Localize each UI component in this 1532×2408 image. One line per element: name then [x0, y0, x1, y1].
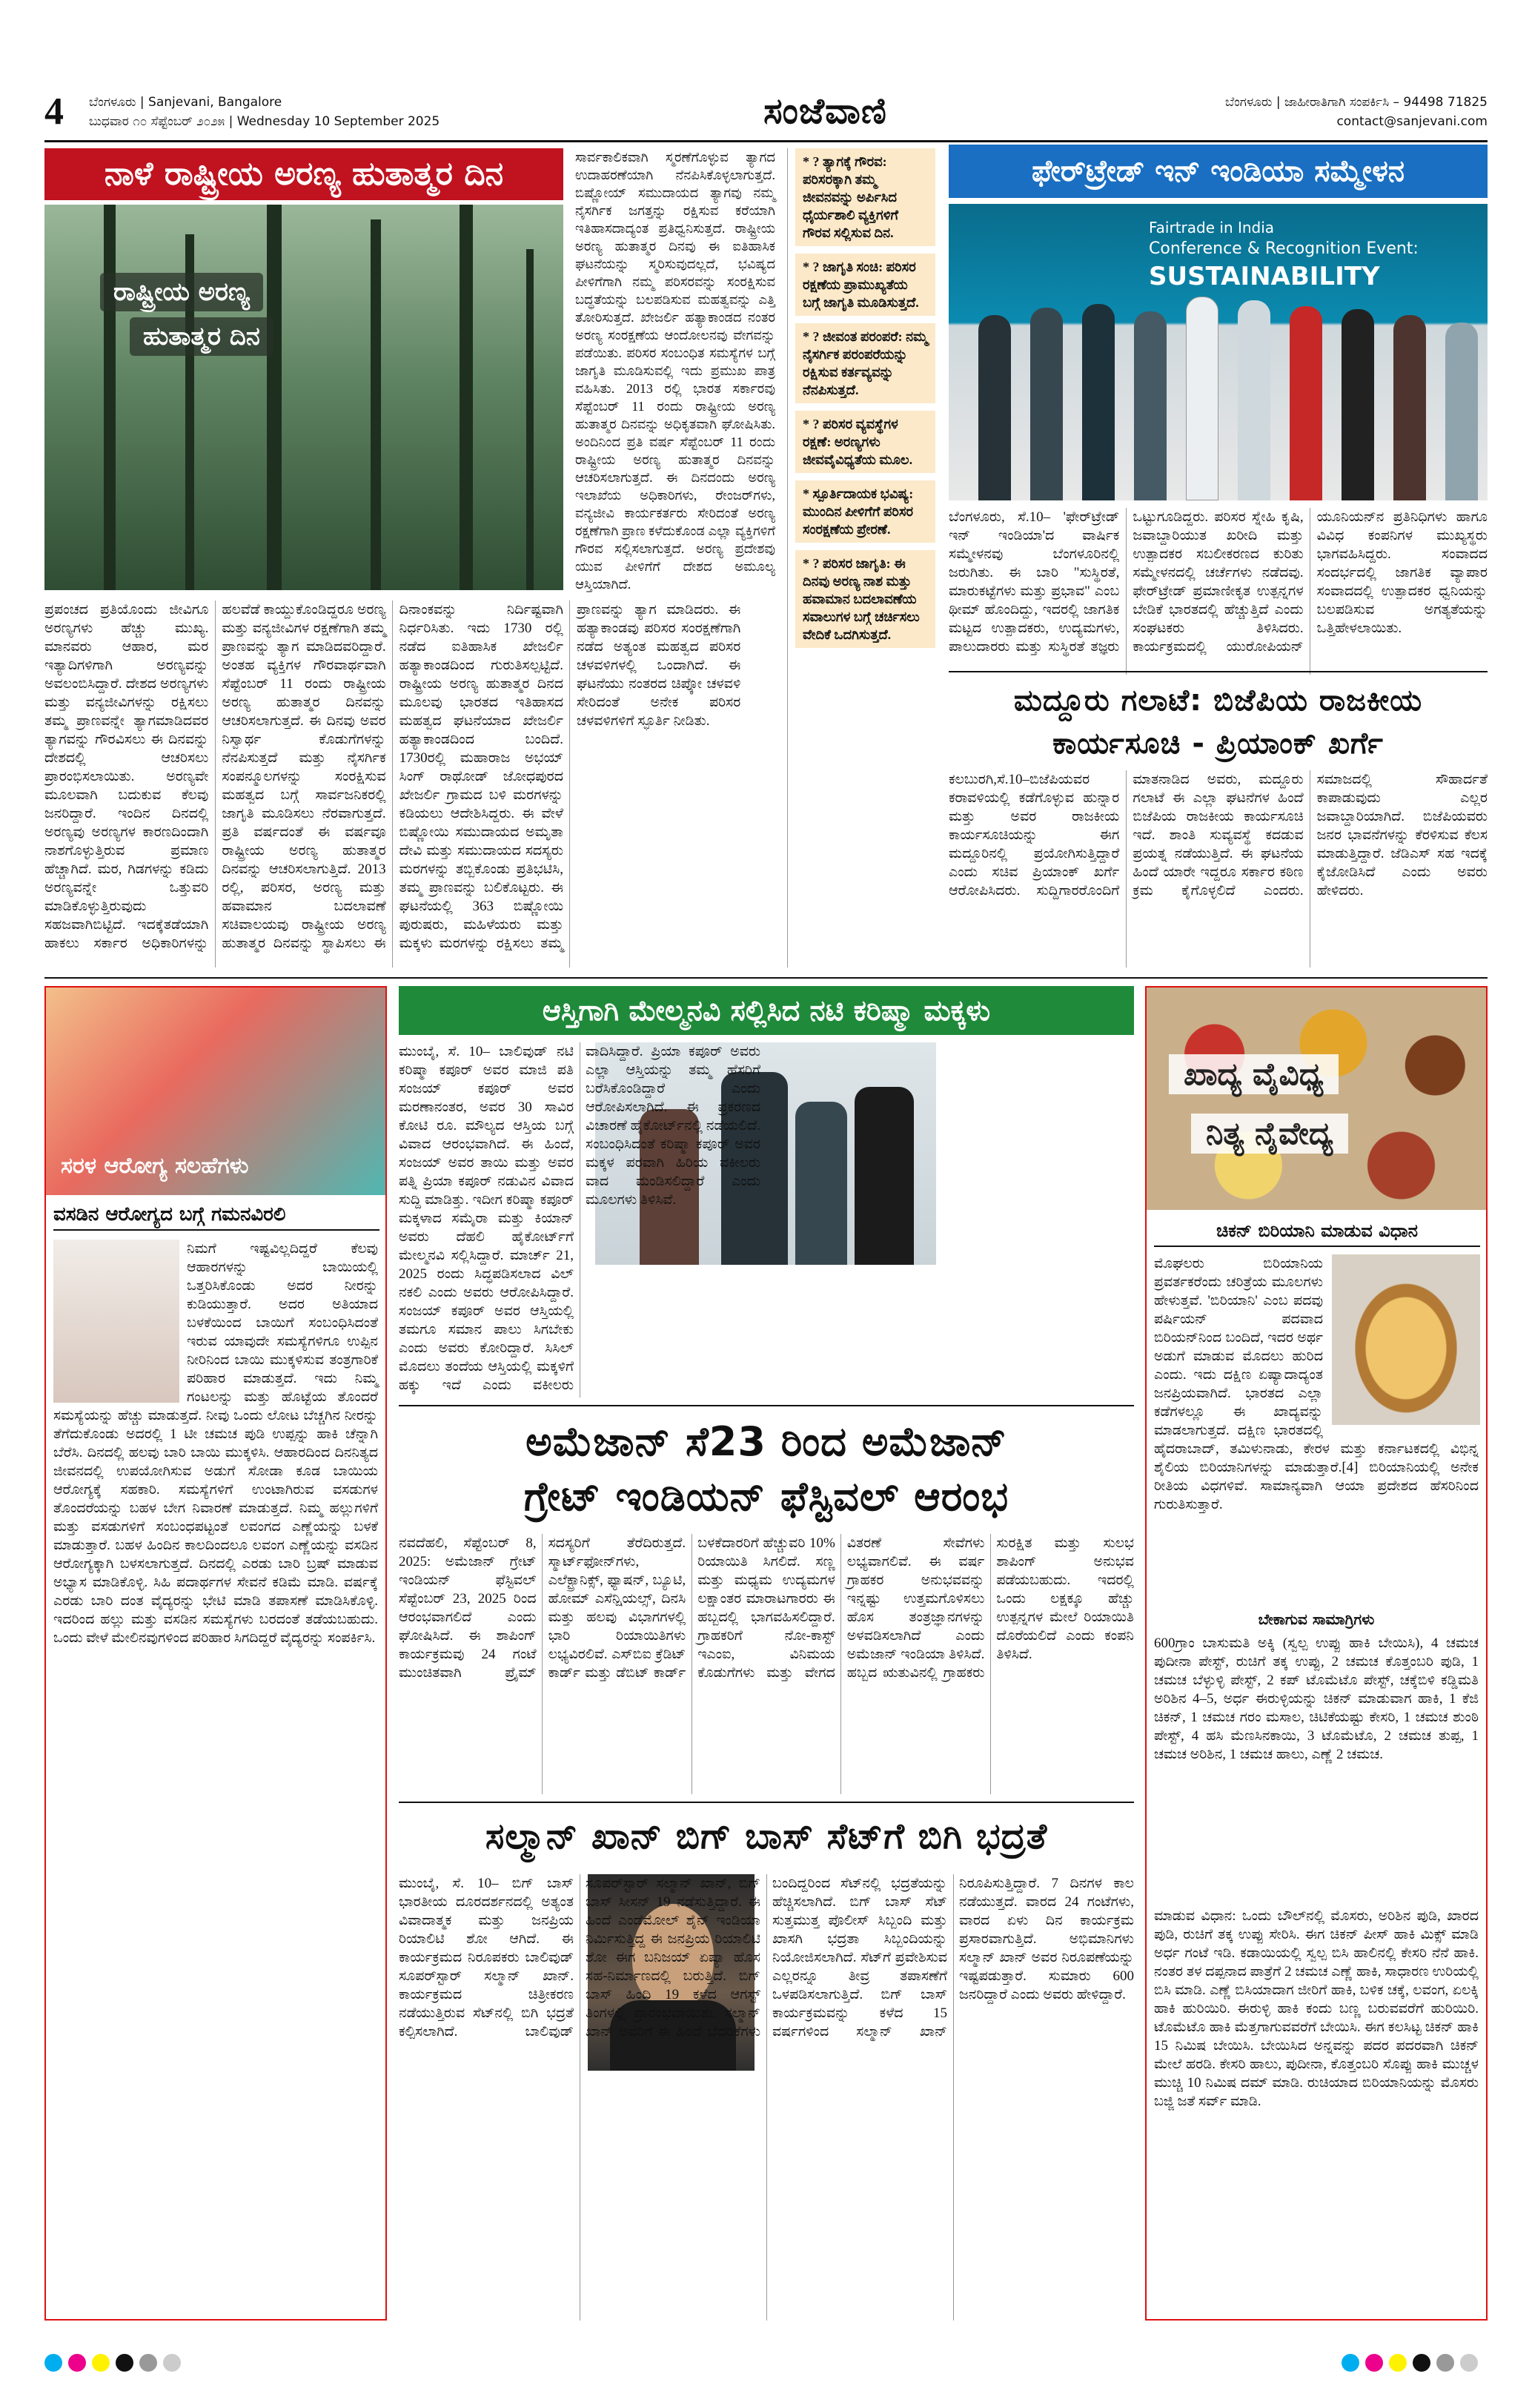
forest-bullet: * ? ಪರಿಸರ ಜಾಗೃತಿ: ಈ ದಿನವು ಅರಣ್ಯ ನಾಶ ಮತ್ತು ಹವಾಮಾನ ಬದಲಾವಣೆಯ ಸವಾಲುಗಳ ಬಗ್ಗೆ ಚರ್ಚಿಸಲು ವೇದಿಕೆ ಒದಗಿಸುತ್ತದೆ.: [795, 550, 935, 648]
fairtrade-article: [949, 145, 1488, 675]
recipe-ingredients-heading: ಬೇಕಾಗುವ ಸಾಮಾಗ್ರಿಗಳು: [1258, 1610, 1375, 1628]
forest-body-1: ಪ್ರಪಂಚದ ಪ್ರತಿಯೊಂದು ಜೀವಿಗೂ ಅರಣ್ಯಗಳು ಹೆಚ್ಚು ಮುಖ್ಯ. ಮಾನವರು ಆಹಾರ, ಮರ ಇತ್ಯಾದಿಗಳಿಗಾಗಿ ಅರಣ್ಯವನ್ನು ಅವಲಂಬಿಸಿದ್ದಾರೆ. ದೇಶದ ಅರಣ್ಯಗಳು ಮತ್ತು ವನ್ಯಜೀವಿಗಳನ್ನು ರಕ್ಷಿಸಲು ತಮ್ಮ ಪ್ರಾಣವನ್ನೇ ತ್ಯಾಗಮಾಡಿದವರ ತ್ಯಾಗವನ್ನು ಗೌರವಿಸಲು ಈ ದಿನವನ್ನು ದೇಶದಲ್ಲಿ ಆಚರಿಸಲು ಪ್ರಾರಂಭಿಸಲಾಯಿತು. ಅರಣ್ಯವೇ ಮೂಲವಾಗಿ ಬದುಕುವ ಕೆಲವು ಜನರಿದ್ದಾರೆ. ಇಂದಿನ ದಿನದಲ್ಲಿ ಅರಣ್ಯವು ಅರಣ್ಯಗಳ ಕಾರಣದಿಂದಾಗಿ ನಾಶಗೊಳ್ಳುತ್ತಿರುವ ಪ್ರಮಾಣ ಹೆಚ್ಚಾಗಿದೆ. ಮರ, ಗಿಡಗಳನ್ನು ಕಡಿದು ಅರಣ್ಯವನ್ನೇ ಒತ್ತುವರಿ ಮಾಡಿಕೊಳ್ಳುತ್ತಿರುವುದು ಸಹಜವಾಗಿಬಿಟ್ಟಿದೆ. ಇದಕ್ಕೆತಡೆಯಾಗಿ ಹಾಕಲು ಸರ್ಕಾರ ಅಧಿಕಾರಿಗಳನ್ನು ಹಲವೆಡೆ ಕಾಯ್ದುಕೊಂಡಿದ್ದರೂ ಅರಣ್ಯ ಮತ್ತು ವನ್ಯಜೀವಿಗಳ ರಕ್ಷಣೆಗಾಗಿ ತಮ್ಮ ಪ್ರಾಣವನ್ನು ತ್ಯಾಗ ಮಾಡಿದವರಿದ್ದಾರೆ. ಅಂತಹ ವ್ಯಕ್ತಿಗಳ ಗೌರವಾರ್ಥವಾಗಿ ಸೆಪ್ಟೆಂಬರ್ 11 ರಂದು ರಾಷ್ಟ್ರೀಯ ಅರಣ್ಯ ಹುತಾತ್ಮರ ದಿನವನ್ನು ಆಚರಿಸಲಾಗುತ್ತದೆ. ಈ ದಿನವು ಅವರ ನಿಸ್ವಾರ್ಥ ಕೊಡುಗೆಗಳನ್ನು ನೆನಪಿಸುತ್ತದೆ ಮತ್ತು ನೈಸರ್ಗಿಕ ಸಂಪನ್ಮೂಲಗಳನ್ನು ಸಂರಕ್ಷಿಸುವ ಮಹತ್ವದ ಬಗ್ಗೆ ಸಾರ್ವಜನಿಕರಲ್ಲಿ ಜಾಗೃತಿ ಮೂಡಿಸಲು ನೆರವಾಗುತ್ತದೆ. ಪ್ರತಿ ವರ್ಷದಂತೆ ಈ ವರ್ಷವೂ ರಾಷ್ಟ್ರೀಯ ಅರಣ್ಯ ಹುತಾತ್ಮರ ದಿನವನ್ನು ಆಚರಿಸಲಾಗುತ್ತಿದೆ. 2013 ರಲ್ಲಿ, ಪರಿಸರ, ಅರಣ್ಯ ಮತ್ತು ಹವಾಮಾನ ಬದಲಾವಣೆ ಸಚಿವಾಲಯವು ರಾಷ್ಟ್ರೀಯ ಅರಣ್ಯ ಹುತಾತ್ಮರ ದಿನವನ್ನು ಸ್ಥಾಪಿಸಲು ಈ ದಿನಾಂಕವನ್ನು ನಿರ್ದಿಷ್ಟವಾಗಿ ನಿರ್ಧರಿಸಿತು. ಇದು 1730 ರಲ್ಲಿ ನಡೆದ ಐತಿಹಾಸಿಕ ಖೇಜರ್ಲಿ ಹತ್ಯಾಕಾಂಡದಿಂದ ಗುರುತಿಸಲ್ಪಟ್ಟಿದೆ. ರಾಷ್ಟ್ರೀಯ ಅರಣ್ಯ ಹುತಾತ್ಮರ ದಿನದ ಮೂಲವು ಭಾರತದ ಇತಿಹಾಸದ ಮಹತ್ವದ ಘಟನೆಯಾದ ಖೇಜರ್ಲಿ ಹತ್ಯಾಕಾಂಡದಿಂದ ಬಂದಿದೆ. 1730ರಲ್ಲಿ ಮಹಾರಾಜ ಅಭಯ್ ಸಿಂಗ್ ರಾಥೋಡ್ ಜೋಧಪುರದ ಖೇಜರ್ಲಿ ಗ್ರಾಮದ ಬಳಿ ಮರಗಳನ್ನು ಕಡಿಯಲು ಆದೇಶಿಸಿದ್ದರು. ಈ ವೇಳೆ ಬಿಷ್ಣೋಯಿ ಸಮುದಾಯದ ಅಮೃತಾ ದೇವಿ ಮತ್ತು ಸಮುದಾಯದ ಸದಸ್ಯರು ಮರಗಳನ್ನು ತಬ್ಬಿಕೊಂಡು ಪ್ರತಿಭಟಿಸಿ, ತಮ್ಮ ಪ್ರಾಣವನ್ನು ಬಲಿಕೊಟ್ಟರು. ಈ ಘಟನೆಯಲ್ಲಿ 363 ಬಿಷ್ಣೋಯಿ ಪುರುಷರು, ಮಹಿಳೆಯರು ಮತ್ತು ಮಕ್ಕಳು ಮರಗಳನ್ನು ರಕ್ಷಿಸಲು ತಮ್ಮ ಪ್ರಾಣವನ್ನು ತ್ಯಾಗ ಮಾಡಿದರು. ಈ ಹತ್ಯಾಕಾಂಡವು ಪರಿಸರ ಸಂರಕ್ಷಣೆಗಾಗಿ ನಡೆದ ಅತ್ಯಂತ ಮಹತ್ವದ ಪರಿಸರ ಚಳವಳಿಗಳಲ್ಲಿ ಒಂದಾಗಿದೆ. ಈ ಘಟನೆಯು ನಂತರದ ಚಿಪ್ಕೋ ಚಳವಳಿ ಸೇರಿದಂತೆ ಅನೇಕ ಪರಿಸರ ಚಳವಳಿಗಳಿಗೆ ಸ್ಫೂರ್ತಿ ನೀಡಿತು.: [44, 602, 741, 951]
forest-image-label-1: ರಾಷ್ಟ್ರೀಯ ಅರಣ್ಯ: [100, 273, 263, 311]
fairtrade-body: ಬೆಂಗಳೂರು, ಸೆ.10– 'ಫೇರ್‌ಟ್ರೇಡ್ ಇನ್ ಇಂಡಿಯಾ'ದ ವಾರ್ಷಿಕ ಸಮ್ಮೇಳನವು ಬೆಂಗಳೂರಿನಲ್ಲಿ ಜರುಗಿತು. ಈ ಬಾರಿ "ಸುಸ್ಥಿರತೆ, ಮಾರುಕಟ್ಟೆಗಳು ಮತ್ತು ಪ್ರಭಾವ" ಎಂಬ ಥೀಮ್ ಹೊಂದಿದ್ದು, ಇದರಲ್ಲಿ ಜಾಗತಿಕ ಮಟ್ಟದ ಉತ್ಪಾದಕರು, ಉದ್ಯಮಗಳು, ಪಾಲುದಾರರು ಮತ್ತು ಸುಸ್ಥಿರತೆ ತಜ್ಞರು ಒಟ್ಟುಗೂಡಿದ್ದರು. ಪರಿಸರ ಸ್ನೇಹಿ ಕೃಷಿ, ಜವಾಬ್ದಾರಿಯುತ ಖರೀದಿ ಮತ್ತು ಉತ್ಪಾದಕರ ಸಬಲೀಕರಣದ ಕುರಿತು ಸಮ್ಮೇಳನದಲ್ಲಿ ಚರ್ಚೆಗಳು ನಡೆದವು. ಫೇರ್‌ಟ್ರೇಡ್ ಪ್ರಮಾಣೀಕೃತ ಉತ್ಪನ್ನಗಳ ಬೇಡಿಕೆ ಭಾರತದಲ್ಲಿ ಹೆಚ್ಚುತ್ತಿದೆ ಎಂದು ಸಂಘಟಕರು ತಿಳಿಸಿದರು. ಕಾರ್ಯಕ್ರಮದಲ್ಲಿ ಯುರೋಪಿಯನ್ ಯೂನಿಯನ್‌ನ ಪ್ರತಿನಿಧಿಗಳು ಹಾಗೂ ವಿವಿಧ ಕಂಪನಿಗಳ ಮುಖ್ಯಸ್ಥರು ಭಾಗವಹಿಸಿದ್ದರು. ಸಂವಾದದ ಸಂದರ್ಭದಲ್ಲಿ ಜಾಗತಿಕ ವ್ಯಾಪಾರ ಸಂವಾದದಲ್ಲಿ ಉತ್ಪಾದಕರ ಧ್ವನಿಯನ್ನು ಬಲಪಡಿಸುವ ಅಗತ್ಯತೆಯನ್ನು ಒತ್ತಿಹೇಳಲಾಯಿತು.: [949, 509, 1488, 655]
recipe-title: ಚಿಕನ್ ಬಿರಿಯಾನಿ ಮಾಡುವ ವಿಧಾನ: [1154, 1216, 1480, 1247]
forest-image-label-2: ಹುತಾತ್ಮರ ದಿನ: [130, 317, 273, 356]
recipe-ingredients: 600ಗ್ರಾಂ ಬಾಸುಮತಿ ಅಕ್ಕಿ (ಸ್ವಲ್ಪ ಉಪ್ಪು ಹಾಕಿ ಬೇಯಿಸಿ), 4 ಚಮಚ ಪುದೀನಾ ಪೇಸ್ಟ್, ರುಚಿಗೆ ತಕ್ಕ ಉಪ್ಪು, 2 ಚಮಚ ಕೊತ್ತಂಬರಿ ಪುಡಿ, 1 ಚಮಚ ಬೆಳ್ಳುಳ್ಳಿ ಪೇಸ್ಟ್, 2 ಕಪ್ ಟೊಮೆಟೊ ಪೇಸ್ಟ್, ಚಕ್ಕೆಬಿಳಿ ಕಡ್ಡಿಮತಿ ಅರಿಶಿನ 4–5, ಅರ್ಧ ಈರುಳ್ಳಿಯನ್ನು ಚಿಕನ್ ಮಾಡುವಾಗ ಹಾಕಿ, 1 ಕೆಜಿ ಚಿಕನ್, 1 ಚಮಚ ಗರಂ ಮಸಾಲ, ಚಿಟಿಕೆಯಷ್ಟು ಕೇಸರಿ, 1 ಚಮಚ ಶುಂಠಿ ಪೇಸ್ಟ್, 4 ಹಸಿ ಮೆಣಸಿನಕಾಯಿ, 3 ಟೊಮೆಟೊ, 2 ಚಮಚ ತುಪ್ಪ, 1 ಚಮಚ ಅರಿಶಿನ, 1 ಚಮಚ ಹಾಲು, ಎಣ್ಣೆ 2 ಚಮಚ.: [1154, 1635, 1479, 1762]
karisma-headline: ಆಸ್ತಿಗಾಗಿ ಮೇಲ್ಮನವಿ ಸಲ್ಲಿಸಿದ ನಟಿ ಕರಿಷ್ಮಾ ಮಕ್ಕಳು: [399, 986, 1134, 1035]
masthead: [44, 83, 1488, 142]
masthead-date-en: Wednesday 10 September 2025: [236, 113, 440, 129]
masthead-date-kn: ಬುಧವಾರ ೧೦ ಸೆಪ್ಟೆಂಬರ್ ೨೦೨೫: [89, 113, 225, 129]
forest-bullet: * ? ಪರಿಸರ ವ್ಯವಸ್ಥೆಗಳ ರಕ್ಷಣೆ: ಅರಣ್ಯಗಳು ಜೀವವೈವಿಧ್ಯತೆಯ ಮೂಲ.: [795, 411, 935, 473]
masthead-left: ಬೆಂಗಳೂರು | Sanjevani, Bangalore ಬುಧವಾರ ೧೦ ಸೆಪ್ಟೆಂಬರ್ ೨೦೨೫ | Wednesday 10 September 2025: [89, 94, 440, 129]
maddur-body: ಕಲಬುರಗಿ,ಸೆ.10–ಬಿಜೆಪಿಯವರ ಕರಾವಳಿಯಲ್ಲಿ ಕಡೆಗೊಳ್ಳುವ ಹುನ್ನಾರ ಮತ್ತು ಅವರ ರಾಜಕೀಯ ಕಾರ್ಯಸೂಚಿಯನ್ನು ಈಗ ಮದ್ದೂರಿನಲ್ಲಿ ಪ್ರಯೋಗಿಸುತ್ತಿದ್ದಾರೆ ಎಂದು ಸಚಿವ ಪ್ರಿಯಾಂಕ್ ಖರ್ಗೆ ಆರೋಪಿಸಿದರು. ಸುದ್ದಿಗಾರರೊಂದಿಗೆ ಮಾತನಾಡಿದ ಅವರು, ಮದ್ದೂರು ಗಲಾಟೆ ಈ ಎಲ್ಲಾ ಘಟನೆಗಳ ಹಿಂದೆ ಬಿಜೆಪಿಯ ರಾಜಕೀಯ ಕಾರ್ಯಸೂಚಿ ಇದೆ. ಶಾಂತಿ ಸುವ್ಯವಸ್ಥೆ ಕದಡುವ ಪ್ರಯತ್ನ ನಡೆಯುತ್ತಿದೆ. ಈ ಘಟನೆಯ ಹಿಂದೆ ಯಾರೇ ಇದ್ದರೂ ಸರ್ಕಾರ ಕಠಿಣ ಕ್ರಮ ಕೈಗೊಳ್ಳಲಿದೆ ಎಂದರು. ಸಮಾಜದಲ್ಲಿ ಸೌಹಾರ್ದತೆ ಕಾಪಾಡುವುದು ಎಲ್ಲರ ಜವಾಬ್ದಾರಿಯಾಗಿದೆ. ಬಿಜೆಪಿಯವರು ಜನರ ಭಾವನೆಗಳನ್ನು ಕೆರಳಿಸುವ ಕೆಲಸ ಮಾಡುತ್ತಿದ್ದಾರೆ. ಜೆಡಿಎಸ್ ಸಹ ಇದಕ್ಕೆ ಕೈಜೋಡಿಸಿದೆ ಎಂದು ಅವರು ಹೇಳಿದರು.: [949, 772, 1488, 899]
forest-bullets: [787, 148, 935, 968]
fairtrade-banner-1: Fairtrade in India: [1149, 219, 1275, 236]
health-body: ನಿಮಗೆ ಇಷ್ಟವಿಲ್ಲದಿದ್ದರೆ ಕೆಲವು ಆಹಾರಗಳನ್ನು ಬಾಯಿಯಲ್ಲಿ ಒತ್ತರಿಸಿಕೊಂಡು ಅದರ ನೀರನ್ನು ಕುಡಿಯುತ್ತಾರೆ. ಅದರ ಅತಿಯಾದ ಬಳಕೆಯಿಂದ ಬಾಯಿಗೆ ಸಂಬಂಧಿಸಿದಂತೆ ಇರುವ ಯಾವುದೇ ಸಮಸ್ಯೆಗಳಿಗೂ ಉಪ್ಪಿನ ನೀರಿನಿಂದ ಬಾಯಿ ಮುಕ್ಕಳಿಸುವ ತಂತ್ರಗಾರಿಕೆ ಪರಿಹಾರ ಮಾಡುತ್ತದೆ. ಇದು ನಿಮ್ಮ ಗಂಟಲನ್ನು ಮತ್ತು ಹೊಟ್ಟೆಯ ತೊಂದರೆ ಸಮಸ್ಯೆಯನ್ನು ಹೆಚ್ಚು ಮಾಡುತ್ತದೆ. ನೀವು ಒಂದು ಲೋಟ ಬೆಚ್ಚಗಿನ ನೀರನ್ನು ತೆಗೆದುಕೊಂಡು ಅದರಲ್ಲಿ 1 ಟೀ ಚಮಚ ಪುಡಿ ಉಪ್ಪನ್ನು ಹಾಕಿ ಚೆನ್ನಾಗಿ ಬೆರೆಸಿ. ದಿನದಲ್ಲಿ ಹಲವು ಬಾರಿ ಬಾಯಿ ಮುಕ್ಕಳಿಸಿ. ಆಹಾರದಿಂದ ದಿನನಿತ್ಯದ ಜೀವನದಲ್ಲಿ ಉಪಯೋಗಿಸುವ ಅಡುಗೆ ಸೋಡಾ ಕೂಡ ಬಾಯಿಯ ಆರೋಗ್ಯಕ್ಕೆ ಸಹಕಾರಿ. ಸಮಸ್ಯೆಗಳಿಗೆ ಉಂಟಾಗಿರುವ ವಸಡುಗಳ ತೊಂದರೆಯನ್ನು ಬಹಳ ಬೇಗ ನಿವಾರಣೆ ಮಾಡುತ್ತದೆ. ನಿಮ್ಮ ಹಲ್ಲುಗಳಿಗೆ ಮತ್ತು ವಸಡುಗಳಿಗೆ ಸಂಬಂಧಪಟ್ಟಂತೆ ಲವಂಗದ ಎಣ್ಣೆಯನ್ನು ಬಳಕೆ ಮಾಡುತ್ತಾರೆ. ಬಹಳ ಹಿಂದಿನ ಕಾಲದಿಂದಲೂ ಲವಂಗ ಎಣ್ಣೆಯನ್ನು ವಸಡಿನ ಆರೋಗ್ಯಕ್ಕಾಗಿ ಬಳಸಲಾಗುತ್ತದೆ. ದಿನದಲ್ಲಿ ಎರಡು ಬಾರಿ ಬ್ರಷ್ ಮಾಡುವ ಅಭ್ಯಾಸ ಮಾಡಿಕೊಳ್ಳಿ. ಸಿಹಿ ಪದಾರ್ಥಗಳ ಸೇವನೆ ಕಡಿಮೆ ಮಾಡಿ. ವರ್ಷಕ್ಕೆ ಎರಡು ಬಾರಿ ದಂತ ವೈದ್ಯರನ್ನು ಭೇಟಿ ಮಾಡಿ ತಪಾಸಣೆ ಮಾಡಿಸಿಕೊಳ್ಳಿ. ಇದರಿಂದ ಹಲ್ಲು ಮತ್ತು ವಸಡಿನ ಸಮಸ್ಯೆಗಳು ಬರದಂತೆ ತಡೆಯಬಹುದು. ಒಂದು ವೇಳೆ ಮೇಲಿನವುಗಳಿಂದ ಪರಿಹಾರ ಸಿಗದಿದ್ದರೆ ವೈದ್ಯರನ್ನು ಸಂಪರ್ಕಿಸಿ.: [53, 1241, 378, 1646]
forest-bullet: * ? ಜೀವಂತ ಪರಂಪರೆ: ನಮ್ಮ ನೈಸರ್ಗಿಕ ಪರಂಪರೆಯನ್ನು ರಕ್ಷಿಸುವ ಕರ್ತವ್ಯವನ್ನು ನೆನಪಿಸುತ್ತದೆ.: [795, 323, 935, 403]
recipe-box: [1145, 986, 1488, 2321]
recipe-intro: ಮೊಘಲರು ಬಿರಿಯಾನಿಯ ಪ್ರವರ್ತಕರೆಂದು ಚರಿತ್ರೆಯ ಮೂಲಗಳು ಹೇಳುತ್ತವೆ. 'ಬಿರಿಯಾನಿ' ಎಂಬ ಪದವು ಪರ್ಷಿಯನ್ ಪದವಾದ ಬಿರಿಯನ್‌ನಿಂದ ಬಂದಿದೆ, ಇದರ ಅರ್ಥ ಅಡುಗೆ ಮಾಡುವ ಮೊದಲು ಹುರಿದ ಎಂದು. ಇದು ದಕ್ಷಿಣ ಏಷ್ಯಾದಾದ್ಯಂತ ಜನಪ್ರಿಯವಾಗಿದೆ. ಭಾರತದ ಎಲ್ಲಾ ಕಡೆಗಳಲ್ಲೂ ಈ ಖಾದ್ಯವನ್ನು ಮಾಡಲಾಗುತ್ತದೆ. ದಕ್ಷಿಣ ಭಾರತದಲ್ಲಿ ಹೈದರಾಬಾದ್, ತಮಿಳುನಾಡು, ಕೇರಳ ಮತ್ತು ಕರ್ನಾಟಕದಲ್ಲಿ ವಿಭಿನ್ನ ಶೈಲಿಯ ಬಿರಿಯಾನಿಗಳನ್ನು ಮಾಡುತ್ತಾರೆ.[4] ಬಿರಿಯಾನಿಯಲ್ಲಿ ಅನೇಕ ರೀತಿಯ ವಿಧಗಳಿವೆ. ಸಾಮಾನ್ಯವಾಗಿ ಆಯಾ ಪ್ರದೇಶದ ಹೆಸರಿನಿಂದ ಗುರುತಿಸುತ್ತಾರೆ.: [1154, 1256, 1479, 1512]
masthead-right: [1102, 93, 1488, 131]
salman-headline: ಸಲ್ಮಾನ್ ಖಾನ್ ಬಿಗ್ ಬಾಸ್ ಸೆಟ್‌ಗೆ ಬಿಗಿ ಭದ್ರತೆ: [485, 1816, 1048, 1857]
masthead-edition: Sanjevani, Bangalore: [148, 94, 282, 110]
karisma-article: [399, 986, 1134, 1398]
maddur-headline-2: ಕಾರ್ಯಸೂಚಿ - ಪ್ರಿಯಾಂಕ್ ಖರ್ಗೆ: [1052, 727, 1384, 761]
registration-marks-right: [1342, 2354, 1478, 2372]
masthead-contact: ಬೆಂಗಳೂರು | ಜಾಹೀರಾತಿಗಾಗಿ ಸಂಪರ್ಕಿಸಿ – 94498 71825: [1224, 94, 1488, 110]
recipe-banner-line-1: ಖಾದ್ಯ ವೈವಿಧ್ಯ: [1169, 1054, 1339, 1094]
divider: [44, 977, 1488, 979]
maddur-article: [949, 671, 1488, 968]
forest-bullet: * ? ಜಾಗೃತಿ ಸಂಚಿ: ಪರಿಸರ ರಕ್ಷಣೆಯ ಪ್ರಾಮುಖ್ಯತೆಯ ಬಗ್ಗೆ ಜಾಗೃತಿ ಮೂಡಿಸುತ್ತದೆ.: [795, 254, 935, 316]
maddur-headline-1: ಮದ್ದೂರು ಗಲಾಟೆ: ಬಿಜೆಪಿಯ ರಾಜಕೀಯ: [1013, 684, 1423, 718]
registration-marks-left: [44, 2354, 181, 2372]
amazon-article: [399, 1405, 1134, 1794]
recipe-method: ಮಾಡುವ ವಿಧಾನ: ಒಂದು ಬೌಲ್‌ನಲ್ಲಿ ಮೊಸರು, ಅರಿಶಿನ ಪುಡಿ, ಖಾರದ ಪುಡಿ, ರುಚಿಗೆ ತಕ್ಕ ಉಪ್ಪು ಸೇರಿಸಿ. ಈಗ ಚಿಕನ್ ಪೀಸ್ ಹಾಕಿ ಮಿಕ್ಸ್ ಮಾಡಿ ಅರ್ಧ ಗಂಟೆ ಇಡಿ. ಕಡಾಯಿಯಲ್ಲಿ ಸ್ವಲ್ಪ ಬಿಸಿ ಹಾಲಿನಲ್ಲಿ ಕೇಸರಿ ನೆನೆ ಹಾಕಿ. ನಂತರ ತಳ ದಪ್ಪನಾದ ಪಾತ್ರೆಗೆ 2 ಚಮಚ ಎಣ್ಣೆ ಹಾಕಿ, ಸಾಧಾರಣ ಉರಿಯಲ್ಲಿ ಬಿಸಿ ಮಾಡಿ. ಎಣ್ಣೆ ಬಿಸಿಯಾದಾಗ ಜೀರಿಗೆ ಹಾಕಿ, ಬಳಿಕ ಚಕ್ಕೆ, ಲವಂಗ, ಏಲಕ್ಕಿ ಹಾಕಿ ಹುರಿಯಿರಿ. ಈರುಳ್ಳಿ ಹಾಕಿ ಕಂದು ಬಣ್ಣ ಬರುವವರೆಗೆ ಹುರಿಯಿರಿ. ಟೊಮೆಟೊ ಹಾಕಿ ಮೆತ್ತಗಾಗುವವರೆಗೆ ಬೇಯಿಸಿ. ಈಗ ಕಲಸಿಟ್ಟ ಚಿಕನ್ ಹಾಕಿ 15 ನಿಮಿಷ ಬೇಯಿಸಿ. ಬೇಯಿಸಿದ ಅನ್ನವನ್ನು ಪದರ ಪದರವಾಗಿ ಚಿಕನ್ ಮೇಲೆ ಹರಡಿ. ಕೇಸರಿ ಹಾಲು, ಪುದೀನಾ, ಕೊತ್ತಂಬರಿ ಸೊಪ್ಪು ಹಾಕಿ ಮುಚ್ಚಳ ಮುಚ್ಚಿ 10 ನಿಮಿಷ ದಮ್ ಮಾಡಿ. ರುಚಿಯಾದ ಬಿರಿಯಾನಿಯನ್ನು ಮೊಸರು ಬಜ್ಜಿ ಜತೆ ಸರ್ವ್ ಮಾಡಿ.: [1154, 1908, 1479, 2109]
recipe-banner-image: [1147, 988, 1486, 1210]
amazon-headline-2: ಗ್ರೇಟ್ ಇಂಡಿಯನ್ ಫೆಸ್ಟಿವಲ್ ಆರಂಭ: [523, 1473, 1009, 1520]
fairtrade-banner-2: Conference & Recognition Event:: [1149, 239, 1419, 258]
health-banner-text: ಸರಳ ಆರೋಗ್ಯ ಸಲಹೆಗಳು: [61, 1153, 249, 1179]
forest-headline: ನಾಳೆ ರಾಷ್ಟ್ರೀಯ ಅರಣ್ಯ ಹುತಾತ್ಮರ ದಿನ: [44, 148, 563, 200]
page-number: 4: [44, 90, 64, 133]
forest-bullet: * ? ತ್ಯಾಗಕ್ಕೆ ಗೌರವ: ಪರಿಸರಕ್ಕಾಗಿ ತಮ್ಮ ಜೀವನವನ್ನು ಅರ್ಪಿಸಿದ ಧೈರ್ಯಶಾಲಿ ವ್ಯಕ್ತಿಗಳಿಗೆ ಗೌರವ ಸಲ್ಲಿಸುವ ದಿನ.: [795, 148, 935, 246]
health-title: ವಸಡಿನ ಆರೋಗ್ಯದ ಬಗ್ಗೆ ಗಮನವಿರಲಿ: [53, 1200, 379, 1231]
amazon-headline-1: ಅಮೆಜಾನ್ ಸೆ23 ರಿಂದ ಅಮೆಜಾನ್: [525, 1418, 1007, 1465]
salman-article: [399, 1802, 1134, 2321]
forest-image: [44, 205, 563, 590]
karisma-body: ಮುಂಬೈ, ಸೆ. 10– ಬಾಲಿವುಡ್ ನಟಿ ಕರಿಷ್ಮಾ ಕಪೂರ್ ಅವರ ಮಾಜಿ ಪತಿ ಸಂಜಯ್ ಕಪೂರ್ ಅವರ ಮರಣಾನಂತರ, ಅವರ 30 ಸಾವಿರ ಕೋಟಿ ರೂ. ಮೌಲ್ಯದ ಆಸ್ತಿಯ ಬಗ್ಗೆ ವಿವಾದ ಆರಂಭವಾಗಿದೆ. ಈ ಹಿಂದೆ, ಸಂಜಯ್ ಅವರ ತಾಯಿ ಮತ್ತು ಅವರ ಪತ್ನಿ ಪ್ರಿಯಾ ಕಪೂರ್ ನಡುವಿನ ವಿವಾದ ಸುದ್ದಿ ಮಾಡಿತ್ತು. ಇದೀಗ ಕರಿಷ್ಮಾ ಕಪೂರ್ ಮಕ್ಕಳಾದ ಸಮೈರಾ ಮತ್ತು ಕಿಯಾನ್ ಅವರು ದೆಹಲಿ ಹೈಕೋರ್ಟ್‌ಗೆ ಮೇಲ್ಮನವಿ ಸಲ್ಲಿಸಿದ್ದಾರೆ. ಮಾರ್ಚ್ 21, 2025 ರಂದು ಸಿದ್ಧಪಡಿಸಲಾದ ವಿಲ್ ನಕಲಿ ಎಂದು ಅವರು ಆರೋಪಿಸಿದ್ದಾರೆ. ಸಂಜಯ್ ಕಪೂರ್ ಅವರ ಆಸ್ತಿಯಲ್ಲಿ ತಮಗೂ ಸಮಾನ ಪಾಲು ಸಿಗಬೇಕು ಎಂದು ಅವರು ಕೋರಿದ್ದಾರೆ. ಸಿಸಿಲ್ ಮೊದಲು ತಂದೆಯ ಆಸ್ತಿಯಲ್ಲಿ ಮಕ್ಕಳಿಗೆ ಹಕ್ಕು ಇದೆ ಎಂದು ವಕೀಲರು ವಾದಿಸಿದ್ದಾರೆ. ಪ್ರಿಯಾ ಕಪೂರ್ ಅವರು ಎಲ್ಲಾ ಆಸ್ತಿಯನ್ನು ತಮ್ಮ ಹೆಸರಿಗೆ ಬರೆಸಿಕೊಂಡಿದ್ದಾರೆ ಎಂದು ಆರೋಪಿಸಲಾಗಿದೆ. ಈ ಪ್ರಕರಣದ ವಿಚಾರಣೆ ಹೈಕೋರ್ಟ್‌ನಲ್ಲಿ ನಡೆಯಲಿದೆ. ಸಂಬಂಧಿಸಿದಂತೆ ಕರಿಷ್ಮಾ ಕಪೂರ್ ಅವರ ಮಕ್ಕಳ ಪರವಾಗಿ ಹಿರಿಯ ವಕೀಲರು ವಾದ ಮಂಡಿಸಲಿದ್ದಾರೆ ಎಂದು ಮೂಲಗಳು ತಿಳಿಸಿವೆ.: [399, 1044, 760, 1393]
forest-bullet: * ಸ್ಪೂರ್ತಿದಾಯಕ ಭವಿಷ್ಯ: ಮುಂದಿನ ಪೀಳಿಗೆಗೆ ಪರಿಸರ ಸಂರಕ್ಷಣೆಯ ಪ್ರೇರಣೆ.: [795, 480, 935, 543]
masthead-email[interactable]: contact@sanjevani.com: [1336, 113, 1488, 129]
fairtrade-photo: [949, 204, 1488, 500]
health-box: [44, 986, 387, 2321]
forest-day-article: [44, 148, 786, 968]
amazon-body: ನವದೆಹಲಿ, ಸೆಪ್ಟೆಂಬರ್ 8, 2025: ಅಮೆಜಾನ್ ಗ್ರೇಟ್ ಇಂಡಿಯನ್ ಫೆಸ್ಟಿವಲ್ ಸೆಪ್ಟೆಂಬರ್ 23, 2025 ರಿಂದ ಆರಂಭವಾಗಲಿದೆ ಎಂದು ಘೋಷಿಸಿದೆ. ಈ ಶಾಪಿಂಗ್ ಕಾರ್ಯಕ್ರಮವು 24 ಗಂಟೆ ಮುಂಚಿತವಾಗಿ ಪ್ರೈಮ್ ಸದಸ್ಯರಿಗೆ ತೆರೆದಿರುತ್ತದೆ. ಸ್ಮಾರ್ಟ್‌ಫೋನ್‌ಗಳು, ಎಲೆಕ್ಟ್ರಾನಿಕ್ಸ್, ಫ್ಯಾಷನ್, ಬ್ಯೂಟಿ, ಹೋಮ್ ಎಸೆನ್ಷಿಯಲ್ಸ್, ದಿನಸಿ ಮತ್ತು ಹಲವು ವಿಭಾಗಗಳಲ್ಲಿ ಭಾರಿ ರಿಯಾಯಿತಿಗಳು ಲಭ್ಯವಿರಲಿವೆ. ಎಸ್‌ಬಿಐ ಕ್ರೆಡಿಟ್ ಕಾರ್ಡ್ ಮತ್ತು ಡೆಬಿಟ್ ಕಾರ್ಡ್ ಬಳಕೆದಾರರಿಗೆ ಹೆಚ್ಚುವರಿ 10% ರಿಯಾಯಿತಿ ಸಿಗಲಿದೆ. ಸಣ್ಣ ಮತ್ತು ಮಧ್ಯಮ ಉದ್ಯಮಗಳ ಲಕ್ಷಾಂತರ ಮಾರಾಟಗಾರರು ಈ ಹಬ್ಬದಲ್ಲಿ ಭಾಗವಹಿಸಲಿದ್ದಾರೆ. ಗ್ರಾಹಕರಿಗೆ ನೋ-ಕಾಸ್ಟ್ ಇಎಂಐ, ವಿನಿಮಯ ಕೊಡುಗೆಗಳು ಮತ್ತು ವೇಗದ ವಿತರಣೆ ಸೇವೆಗಳು ಲಭ್ಯವಾಗಲಿವೆ. ಈ ವರ್ಷ ಗ್ರಾಹಕರ ಅನುಭವವನ್ನು ಇನ್ನಷ್ಟು ಉತ್ತಮಗೊಳಿಸಲು ಹೊಸ ತಂತ್ರಜ್ಞಾನಗಳನ್ನು ಅಳವಡಿಸಲಾಗಿದೆ ಎಂದು ಅಮೆಜಾನ್ ಇಂಡಿಯಾ ತಿಳಿಸಿದೆ. ಹಬ್ಬದ ಋತುವಿನಲ್ಲಿ ಗ್ರಾಹಕರು ಸುರಕ್ಷಿತ ಮತ್ತು ಸುಲಭ ಶಾಪಿಂಗ್ ಅನುಭವ ಪಡೆಯಬಹುದು. ಇದರಲ್ಲಿ ಒಂದು ಲಕ್ಷಕ್ಕೂ ಹೆಚ್ಚು ಉತ್ಪನ್ನಗಳ ಮೇಲೆ ರಿಯಾಯಿತಿ ದೊರೆಯಲಿದೆ ಎಂದು ಕಂಪನಿ ತಿಳಿಸಿದೆ.: [399, 1535, 1134, 1681]
paper-name: ಸಂಜೆವಾಣಿ: [763, 90, 887, 132]
health-banner-image: [46, 988, 385, 1195]
forest-body-2: ಸಾರ್ವಕಾಲಿಕವಾಗಿ ಸ್ಮರಣೆಗೊಳ್ಳುವ ತ್ಯಾಗದ ಉದಾಹರಣೆಯಾಗಿ ನೆನಪಿಸಿಕೊಳ್ಳಲಾಗುತ್ತದೆ. ಬಿಷ್ಣೋಯ್ ಸಮುದಾಯದ ತ್ಯಾಗವು ನಮ್ಮ ನೈಸರ್ಗಿಕ ಜಗತ್ತನ್ನು ರಕ್ಷಿಸುವ ಕರೆಯಾಗಿ ಇತಿಹಾಸದಾದ್ಯಂತ ಪ್ರತಿಧ್ವನಿಸುತ್ತದೆ. ರಾಷ್ಟ್ರೀಯ ಅರಣ್ಯ ಹುತಾತ್ಮರ ದಿನವು ಈ ಐತಿಹಾಸಿಕ ಘಟನೆಯನ್ನು ಸ್ಮರಿಸುವುದಲ್ಲದೆ, ಭವಿಷ್ಯದ ಪೀಳಿಗೆಗಾಗಿ ನಮ್ಮ ಪರಿಸರವನ್ನು ಸಂರಕ್ಷಿಸುವ ಬದ್ಧತೆಯನ್ನು ಬಲಪಡಿಸುವ ಮಹತ್ವವನ್ನು ಎತ್ತಿ ತೋರಿಸುತ್ತದೆ. ಖೇಜರ್ಲಿ ಹತ್ಯಾಕಾಂಡದ ನಂತರ ಅರಣ್ಯ ಸಂರಕ್ಷಣೆಯ ಆಂದೋಲನವು ವೇಗವನ್ನು ಪಡೆಯಿತು. ಪರಿಸರ ಸಂಬಂಧಿತ ಸಮಸ್ಯೆಗಳ ಬಗ್ಗೆ ಜಾಗೃತಿ ಮೂಡಿಸುವಲ್ಲಿ ಇದು ಪ್ರಮುಖ ಪಾತ್ರ ವಹಿಸಿತು. 2013 ರಲ್ಲಿ ಭಾರತ ಸರ್ಕಾರವು ಸೆಪ್ಟೆಂಬರ್ 11 ರಂದು ರಾಷ್ಟ್ರೀಯ ಅರಣ್ಯ ಹುತಾತ್ಮರ ದಿನವನ್ನು ಅಧಿಕೃತವಾಗಿ ಘೋಷಿಸಿತು. ಅಂದಿನಿಂದ ಪ್ರತಿ ವರ್ಷ ಸೆಪ್ಟೆಂಬರ್ 11 ರಂದು ರಾಷ್ಟ್ರೀಯ ಅರಣ್ಯ ಹುತಾತ್ಮರ ದಿನವನ್ನು ಆಚರಿಸಲಾಗುತ್ತದೆ. ಈ ದಿನದಂದು ಅರಣ್ಯ ಇಲಾಖೆಯ ಅಧಿಕಾರಿಗಳು, ರೇಂಜರ್‌ಗಳು, ವನ್ಯಜೀವಿ ಕಾರ್ಯಕರ್ತರು ಸೇರಿದಂತೆ ಅರಣ್ಯ ರಕ್ಷಣೆಗಾಗಿ ಪ್ರಾಣ ಕಳೆದುಕೊಂಡ ಎಲ್ಲಾ ವ್ಯಕ್ತಿಗಳಿಗೆ ಗೌರವ ಸಲ್ಲಿಸಲಾಗುತ್ತದೆ. ಅರಣ್ಯ ಪ್ರದೇಶವು ಯುವ ಪೀಳಿಗೆಗೆ ದೇಶದ ಅಮೂಲ್ಯ ಆಸ್ತಿಯಾಗಿದೆ.: [575, 150, 775, 592]
fairtrade-headline: ಫೇರ್‌ಟ್ರೇಡ್ ಇನ್ ಇಂಡಿಯಾ ಸಮ್ಮೇಳನ: [949, 145, 1488, 198]
salman-body: ಮುಂಬೈ, ಸೆ. 10– ಬಿಗ್ ಬಾಸ್ ಭಾರತೀಯ ದೂರದರ್ಶನದಲ್ಲಿ ಅತ್ಯಂತ ವಿವಾದಾತ್ಮಕ ಮತ್ತು ಜನಪ್ರಿಯ ರಿಯಾಲಿಟಿ ಶೋ ಆಗಿದೆ. ಈ ಕಾರ್ಯಕ್ರಮದ ನಿರೂಪಕರು ಬಾಲಿವುಡ್ ಸೂಪರ್‌ಸ್ಟಾರ್ ಸಲ್ಮಾನ್ ಖಾನ್. ಕಾರ್ಯಕ್ರಮದ ಚಿತ್ರೀಕರಣ ನಡೆಯುತ್ತಿರುವ ಸೆಟ್‌ನಲ್ಲಿ ಬಿಗಿ ಭದ್ರತೆ ಕಲ್ಪಿಸಲಾಗಿದೆ. ಬಾಲಿವುಡ್ ಸೂಪರ್‌ಸ್ಟಾರ್ ಸಲ್ಮಾನ್ ಖಾನ್, ಬಿಗ್ ಬಾಸ್ ಸೀಸನ್ 19 ನಡೆಸುತ್ತಿದ್ದಾರೆ. ಈ ಹಿಂದೆ ಎಂಡೆಮೋಲ್ ಶೈನ್ ಇಂಡಿಯಾ ನಿರ್ಮಿಸುತ್ತಿದ್ದ ಈ ಜನಪ್ರಿಯ ರಿಯಾಲಿಟಿ ಶೋ ಈಗ ಬನಿಜಯ್ ಏಷ್ಯಾ ಹೊಸ ಸಹ-ನಿರ್ಮಾಣದಲ್ಲಿ ಬರುತ್ತಿದೆ. ಬಿಗ್ ಬಾಸ್ ಹಿಂದಿ 19 ಕಳೆದ ಆಗಸ್ಟ್ ತಿಂಗಳಲ್ಲಿ ಪ್ರಾರಂಭವಾಯಿತು. ಸಲ್ಮಾನ್ ಖಾನ್ ಅವರಿಗೆ ಈ ಹಿಂದೆ ಬೆದರಿಕೆಗಳು ಬಂದಿದ್ದರಿಂದ ಸೆಟ್‌ನಲ್ಲಿ ಭದ್ರತೆಯನ್ನು ಹೆಚ್ಚಿಸಲಾಗಿದೆ. ಬಿಗ್ ಬಾಸ್ ಸೆಟ್ ಸುತ್ತಮುತ್ತ ಪೊಲೀಸ್ ಸಿಬ್ಬಂದಿ ಮತ್ತು ಖಾಸಗಿ ಭದ್ರತಾ ಸಿಬ್ಬಂದಿಯನ್ನು ನಿಯೋಜಿಸಲಾಗಿದೆ. ಸೆಟ್‌ಗೆ ಪ್ರವೇಶಿಸುವ ಎಲ್ಲರನ್ನೂ ತೀವ್ರ ತಪಾಸಣೆಗೆ ಒಳಪಡಿಸಲಾಗುತ್ತಿದೆ. ಬಿಗ್ ಬಾಸ್ ಕಾರ್ಯಕ್ರಮವನ್ನು ಕಳೆದ 15 ವರ್ಷಗಳಿಂದ ಸಲ್ಮಾನ್ ಖಾನ್ ನಿರೂಪಿಸುತ್ತಿದ್ದಾರೆ. 7 ದಿನಗಳ ಕಾಲ ನಡೆಯುತ್ತದೆ. ವಾರದ 24 ಗಂಟೆಗಳು, ವಾರದ ಏಳು ದಿನ ಕಾರ್ಯಕ್ರಮ ಪ್ರಸಾರವಾಗುತ್ತಿದೆ. ಅಭಿಮಾನಿಗಳು ಸಲ್ಮಾನ್ ಖಾನ್ ಅವರ ನಿರೂಪಣೆಯನ್ನು ಇಷ್ಟಪಡುತ್ತಾರೆ. ಸುಮಾರು 600 ಜನರಿದ್ದಾರೆ ಎಂದು ಅವರು ಹೇಳಿದ್ದಾರೆ.: [399, 1876, 1134, 2040]
recipe-banner-line-2: ನಿತ್ಯ ನೈವೇದ್ಯ: [1191, 1114, 1348, 1154]
masthead-city: ಬೆಂಗಳೂರು: [89, 94, 136, 110]
fairtrade-banner-3: SUSTAINABILITY: [1149, 262, 1380, 291]
